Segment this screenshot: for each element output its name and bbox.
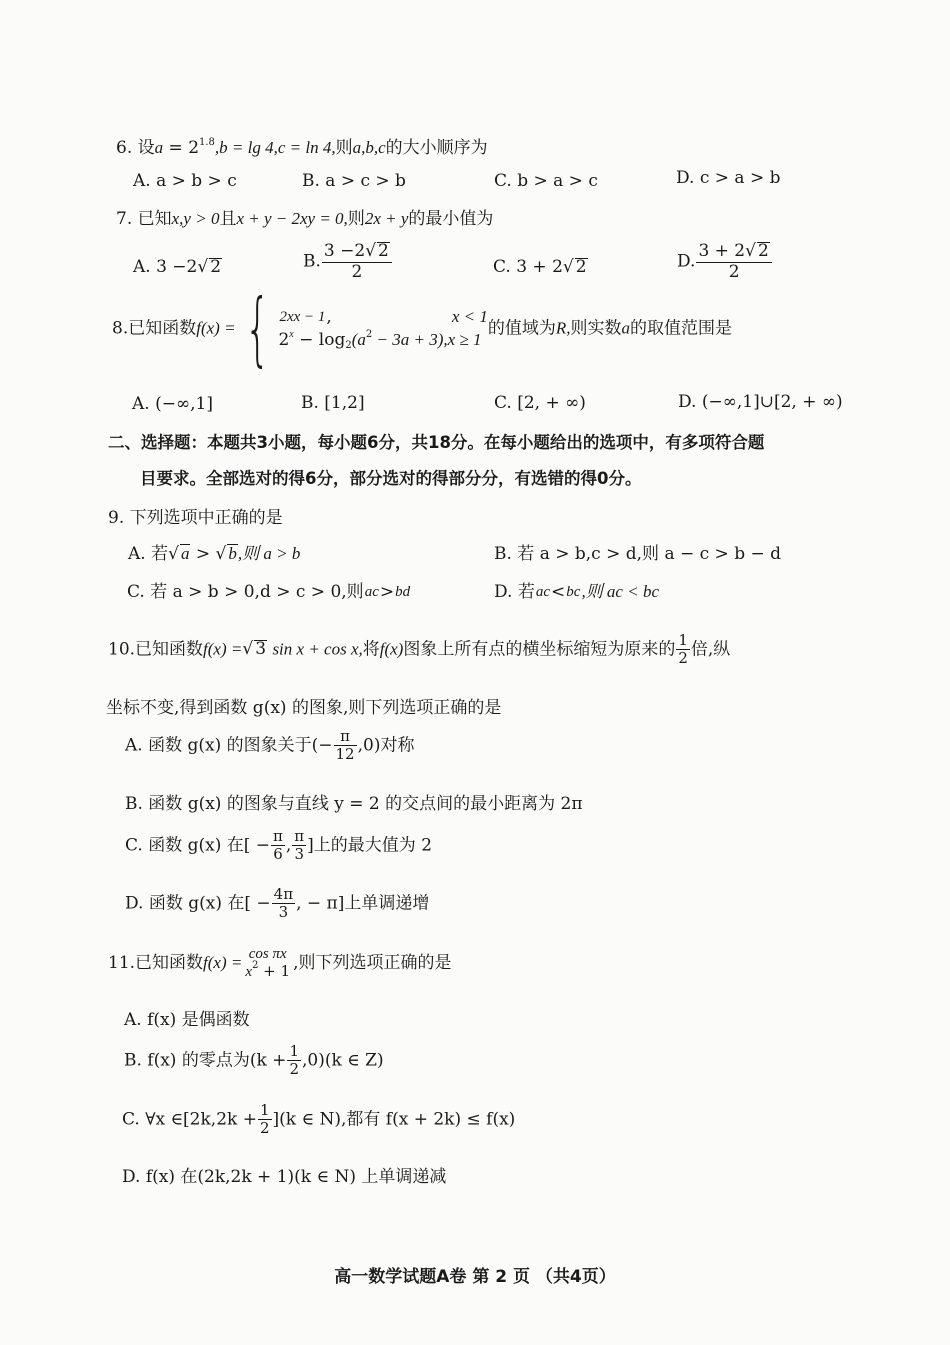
q7-option-a-label: A. 3 −2 <box>133 257 198 277</box>
radicand: 2 <box>378 241 389 261</box>
denominator: 3 <box>278 903 289 922</box>
q8-text-1: 已知函数 <box>128 318 197 339</box>
q7-option-a <box>133 257 222 277</box>
log-base: 2 <box>345 340 352 351</box>
sqrt-symbol <box>197 257 208 277</box>
numerator: a <box>364 584 373 601</box>
q11-option-c <box>122 1102 515 1138</box>
piecewise-cases <box>278 306 487 352</box>
q6-option-b: B. a > c > b <box>302 171 406 191</box>
q10-text-4: 倍,纵 <box>690 639 731 660</box>
fraction <box>322 242 392 282</box>
q7-option-c-label: C. 3 + 2 <box>493 257 563 277</box>
question-11 <box>108 945 451 982</box>
q11-option-a: A. f(x) 是偶函数 <box>124 1010 250 1030</box>
radicand: 2 <box>757 241 769 261</box>
denominator-x: x <box>245 964 253 981</box>
denominator: c <box>543 584 551 601</box>
denominator: d <box>402 584 411 601</box>
question-10 <box>108 632 730 668</box>
sqrt-symbol <box>563 257 574 277</box>
q6-a: a <box>154 138 164 157</box>
option-text: C. ∀x ∈[2k,2k + <box>122 1109 257 1130</box>
q6-text-3: 的大小顺序为 <box>385 138 488 158</box>
q11-text-2: ,则下列选项正确的是 <box>293 952 452 973</box>
q7-option-b <box>303 242 393 282</box>
q8-option-a: A. (−∞,1] <box>132 394 213 414</box>
q11-option-b <box>124 1043 384 1079</box>
q10-fx: f(x) = <box>203 639 243 659</box>
q10-text-1: 已知函数 <box>135 639 204 660</box>
q9-option-a <box>128 539 300 564</box>
q10-option-c <box>125 828 432 864</box>
greater-than: > <box>190 544 216 564</box>
fraction <box>258 1102 272 1138</box>
q10-option-d <box>125 886 429 922</box>
q10-option-b: B. 函数 g(x) 的图象与直线 y = 2 的交点间的最小距离为 2π <box>125 794 583 814</box>
left-brace: { <box>244 282 270 375</box>
sqrt-symbol <box>168 544 179 564</box>
radicand: b <box>228 544 237 563</box>
question-8 <box>112 282 732 375</box>
fraction <box>271 828 285 864</box>
denominator: c <box>372 584 379 601</box>
denominator: 2 <box>678 649 688 668</box>
numerator: 2x <box>279 309 294 326</box>
fraction <box>696 242 771 282</box>
denominator <box>243 960 292 981</box>
case-2 <box>278 329 487 352</box>
numerator: 1 <box>259 1101 270 1119</box>
q7-text-2: 且 <box>219 209 237 229</box>
q7-option-c <box>493 257 588 277</box>
question-7 <box>116 204 493 229</box>
denominator: c <box>573 584 581 601</box>
q9-option-b: B. 若 a > b,c > d,则 a − c > b − d <box>494 544 782 564</box>
option-label: C. 若 a > b > 0,d > c > 0,则 <box>127 582 364 602</box>
comma: , <box>285 835 292 856</box>
option-text-end: ]上的最大值为 2 <box>307 835 433 856</box>
fraction <box>536 583 550 601</box>
q8-a: a <box>621 318 630 338</box>
option-text-end: , − π]上单调递增 <box>296 893 430 914</box>
fraction <box>279 308 325 326</box>
q10-option-a <box>125 728 414 764</box>
radicand: 2 <box>575 257 587 277</box>
q10-text-2: 将 <box>362 639 380 660</box>
q8-text-4: 的取值范围是 <box>629 318 732 339</box>
question-number: 11. <box>108 952 136 973</box>
denominator: 6 <box>273 845 283 864</box>
numerator: 1 <box>678 631 688 649</box>
q6-text-2: 则 <box>335 138 353 158</box>
option-conclusion: ,则 a > b <box>237 544 301 563</box>
q6-option-d: D. c > a > b <box>676 168 781 188</box>
numerator: b <box>395 584 403 601</box>
sqrt-symbol <box>365 241 376 261</box>
option-text-end: ,0)(k ∈ Z) <box>301 1050 384 1071</box>
q7-equation: x + y − 2xy = 0, <box>236 209 348 228</box>
square: 2 <box>365 329 373 340</box>
denominator: x − 1 <box>293 309 326 326</box>
denominator: 2 <box>289 1060 299 1079</box>
fraction <box>292 828 306 864</box>
numerator: π <box>273 827 283 845</box>
option-text: D. 函数 g(x) 在[ − <box>125 893 271 914</box>
q7-option-b-label: B. <box>303 251 321 272</box>
fraction <box>676 632 690 668</box>
case-2-rest: − 3a + 3),x ≥ 1 <box>372 330 482 349</box>
radicand: 3 <box>255 639 267 660</box>
q8-R: R, <box>555 318 571 338</box>
question-10-line-2: 坐标不变,得到函数 g(x) 的图象,则下列选项正确的是 <box>106 698 502 718</box>
q7-option-d-label: D. <box>677 251 696 272</box>
question-number: 6. <box>116 138 133 158</box>
denominator-plus-one: + 1 <box>258 962 291 981</box>
q10-text-3: 图象上所有点的横坐标缩短为原来的 <box>403 639 676 660</box>
option-text: C. 函数 g(x) 在[ − <box>125 835 271 856</box>
numerator: 3 + 2 <box>698 241 746 261</box>
q6-abc: a,b,c <box>352 138 386 157</box>
q11-fx: f(x) = <box>203 952 243 972</box>
q8-option-c: C. [2, + ∞) <box>494 393 586 413</box>
option-text-end: ,0)对称 <box>357 735 415 756</box>
numerator: π <box>334 728 357 746</box>
greater-than: > <box>379 582 395 602</box>
question-number: 10. <box>108 639 136 660</box>
option-text: B. f(x) 的零点为(k + <box>124 1050 287 1071</box>
question-number: 7. <box>116 209 133 229</box>
q8-option-b: B. [1,2] <box>301 393 365 413</box>
radicand: 2 <box>210 257 222 277</box>
sqrt-symbol <box>216 544 227 564</box>
q8-option-d: D. (−∞,1]∪[2, + ∞) <box>678 392 843 412</box>
case-2-log: − log <box>293 330 346 350</box>
option-text: A. 函数 g(x) 的图象关于(− <box>125 735 333 756</box>
fraction <box>287 1043 301 1079</box>
numerator: π <box>294 827 305 845</box>
page-footer: 高一数学试题A卷 第 2 页 （共4页） <box>334 1267 616 1287</box>
question-number: 8. <box>112 318 129 339</box>
option-conclusion: ,则 ac < bc <box>581 582 659 601</box>
case-1 <box>278 306 487 329</box>
denominator: 12 <box>335 745 355 764</box>
denominator: 2 <box>351 261 363 282</box>
fraction <box>566 583 580 601</box>
q7-text-3: 则 <box>347 209 365 229</box>
fraction <box>243 945 292 982</box>
q7-text-4: 的最小值为 <box>408 209 494 229</box>
case-2-arg: (a <box>351 330 366 349</box>
denominator: 3 <box>294 845 304 864</box>
numerator: b <box>566 584 574 601</box>
case-2-exponent: x <box>289 329 294 340</box>
question-6 <box>116 133 488 158</box>
q10-expression: sin x + cos x, <box>272 639 363 659</box>
denominator: 2 <box>259 1119 270 1138</box>
numerator: 4π <box>273 885 294 903</box>
numerator: cos πx <box>248 946 287 962</box>
fraction <box>272 886 295 922</box>
numerator: 1 <box>289 1042 299 1060</box>
case-1-comma: , <box>326 307 332 328</box>
q6-b-c-defs: ,b = lg 4,c = ln 4, <box>214 138 336 157</box>
fraction <box>334 728 357 764</box>
q7-option-d <box>677 242 773 282</box>
q10-fx2: f(x) <box>379 639 404 659</box>
numerator: a <box>535 584 544 601</box>
option-label: A. 若 <box>128 544 169 564</box>
q9-option-d <box>494 577 659 602</box>
q6-a-exponent: 1.8 <box>199 137 215 148</box>
q8-fx: f(x) = <box>196 318 236 338</box>
option-text-end: ](k ∈ N),都有 f(x + 2k) ≤ f(x) <box>272 1109 516 1130</box>
q6-a-base: = 2 <box>163 138 200 158</box>
case-2-base: 2 <box>278 330 290 350</box>
q6-option-a: A. a > b > c <box>133 171 237 191</box>
question-9: 9. 下列选项中正确的是 <box>108 508 283 528</box>
q7-condition: x,y > 0 <box>171 209 220 228</box>
denominator: 2 <box>728 261 740 282</box>
sqrt-symbol <box>745 241 756 261</box>
q9-option-c <box>127 577 411 602</box>
q6-text-1: 设 <box>137 138 155 158</box>
q7-expression: 2x + y <box>364 209 409 228</box>
less-than: < <box>551 582 566 602</box>
q8-text-3: 则实数 <box>570 318 622 339</box>
case-1-condition: x < 1 <box>451 307 488 327</box>
q8-text-2: 的值域为 <box>487 318 556 339</box>
section-2-instructions: 目要求。全部选对的得6分，部分选对的得部分分，有选错的得0分。 <box>140 469 642 488</box>
numerator: 3 −2 <box>323 241 366 261</box>
square: 2 <box>252 960 259 972</box>
option-label: D. 若 <box>494 582 535 602</box>
q6-option-c: C. b > a > c <box>494 171 598 191</box>
fraction <box>365 583 379 601</box>
q11-text-1: 已知函数 <box>135 952 204 973</box>
sqrt-symbol <box>242 639 253 659</box>
section-2-heading: 二、选择题：本题共3小题，每小题6分，共18分。在每小题给出的选项中，有多项符合题 <box>108 433 765 452</box>
radicand: a <box>180 544 190 563</box>
q7-text-1: 已知 <box>137 209 172 229</box>
fraction <box>395 583 410 601</box>
q11-option-d: D. f(x) 在(2k,2k + 1)(k ∈ N) 上单调递减 <box>122 1167 447 1187</box>
